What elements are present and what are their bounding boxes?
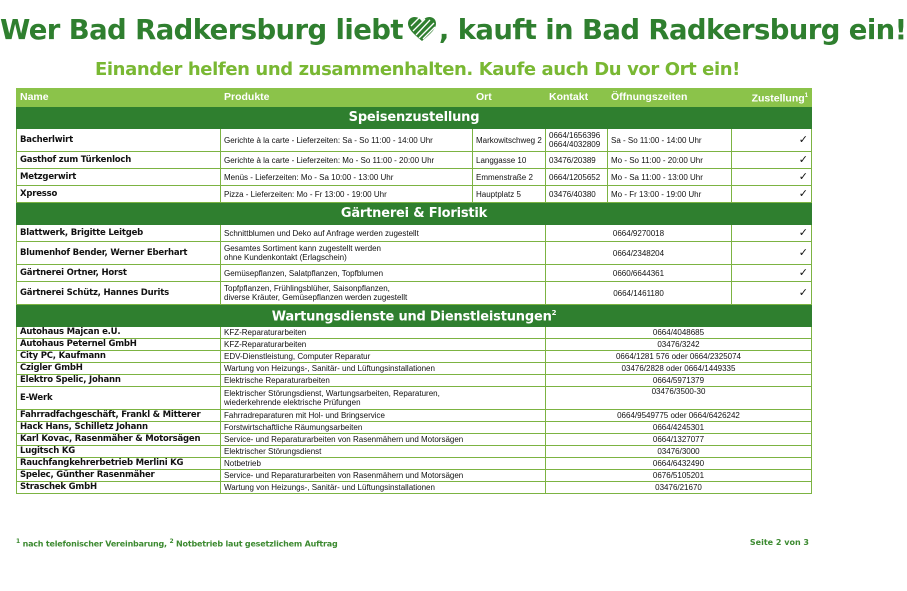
check-icon: ✓ [732, 282, 812, 305]
cell-name: Spelec, Günther Rasenmäher [17, 470, 221, 482]
check-icon: ✓ [732, 186, 812, 203]
table-row [17, 482, 812, 494]
cell-produkte: KFZ-Reparaturarbeiten [221, 339, 546, 351]
cell-kontakt: 0664/2348204 [546, 242, 732, 265]
table-row [17, 458, 812, 470]
cell-kontakt: 0664/9270018 [546, 225, 732, 242]
cell-produkte: Notbetrieb [221, 458, 546, 470]
cell-kontakt: 0664/9549775 oder 0664/6426242 [546, 410, 812, 422]
cell-produkte: Schnittblumen und Deko auf Anfrage werden zugestellt [221, 225, 546, 242]
business-table [16, 88, 812, 494]
section-title: Wartungsdienste und Dienstleistungen$^2$ [17, 305, 812, 327]
table-row [17, 470, 812, 482]
table-row [17, 387, 812, 410]
cell-name: Gärtnerei Schütz, Hannes Durits [17, 282, 221, 305]
cell-produkte: Fahrradreparaturen mit Hol- und Bringservice [221, 410, 546, 422]
cell-kontakt: 0664/1281 576 oder 0664/2325074 [546, 351, 812, 363]
section-title: Gärtnerei & Floristik [17, 203, 812, 225]
title-part-2: , kauft in Bad Radkersburg ein! [438, 14, 907, 46]
check-icon: ✓ [732, 265, 812, 282]
cell-kontakt: 03476/3500-30 [546, 387, 812, 410]
cell-name: City PC, Kaufmann [17, 351, 221, 363]
cell-name: Metzgerwirt [17, 169, 221, 186]
table-row [17, 129, 812, 152]
cell-produkte: Gemüsepflanzen, Salatpflanzen, Topfblumen [221, 265, 546, 282]
cell-name: Blattwerk, Brigitte Leitgeb [17, 225, 221, 242]
col-produkte: Produkte [221, 89, 473, 107]
section-title: Speisenzustellung [17, 107, 812, 129]
cell-kontakt: 03476/40380 [546, 186, 608, 203]
table-row [17, 225, 812, 242]
cell-ort: Langgasse 10 [473, 152, 546, 169]
cell-produkte: Service- und Reparaturarbeiten von Rasenmähern und Motorsägen [221, 470, 546, 482]
cell-produkte: Menüs - Lieferzeiten: Mo - Sa 10:00 - 13:00 Uhr [221, 169, 473, 186]
table-row [17, 242, 812, 265]
cell-name: E-Werk [17, 387, 221, 410]
cell-name: Czigler GmbH [17, 363, 221, 375]
col-name: Name [17, 89, 221, 107]
section-header-wartungsdienste [17, 305, 812, 327]
page-number: Seite 2 von 3 [749, 538, 809, 547]
table-row [17, 327, 812, 339]
cell-name: Gärtnerei Ortner, Horst [17, 265, 221, 282]
cell-kontakt: 0664/1656396 0664/4032809 [546, 129, 608, 152]
page-subtitle: Einander helfen und zusammenhalten. Kaufe auch Du vor Ort ein! [95, 59, 740, 80]
table-row [17, 434, 812, 446]
cell-name: Hack Hans, Schilletz Johann [17, 422, 221, 434]
table-row [17, 410, 812, 422]
check-icon: ✓ [732, 129, 812, 152]
cell-produkte: Gerichte à la carte - Lieferzeiten: Sa - So 11:00 - 14:00 Uhr [221, 129, 473, 152]
cell-ort: Hauptplatz 5 [473, 186, 546, 203]
cell-produkte: Gerichte à la carte - Lieferzeiten: Mo - So 11:00 - 20:00 Uhr [221, 152, 473, 169]
check-icon: ✓ [732, 152, 812, 169]
cell-produkte: Forstwirtschaftliche Räumungsarbeiten [221, 422, 546, 434]
table-row [17, 282, 812, 305]
cell-name: Lugitsch KG [17, 446, 221, 458]
title-part-1: Wer Bad Radkersburg liebt [0, 14, 403, 46]
cell-produkte: KFZ-Reparaturarbeiten [221, 327, 546, 339]
footnote: $^1$ nach telefonischer Vereinbarung, $^2$ Notbetrieb laut gesetzlichem Auftrag [16, 538, 338, 549]
cell-name: Fahrradfachgeschäft, Frankl & Mitterer [17, 410, 221, 422]
table-row [17, 446, 812, 458]
cell-kontakt: 0676/5105201 [546, 470, 812, 482]
col-oeffnungszeiten: Öffnungszeiten [608, 89, 732, 107]
cell-produkte: Gesamtes Sortiment kann zugestellt werden ohne Kundenkontakt (Erlagschein) [221, 242, 546, 265]
cell-name: Karl Kovac, Rasenmäher & Motorsägen [17, 434, 221, 446]
cell-zeiten: Mo - Sa 11:00 - 13:00 Uhr [608, 169, 732, 186]
cell-produkte: Elektrische Reparaturarbeiten [221, 375, 546, 387]
check-icon: ✓ [732, 225, 812, 242]
col-zustellung: Zustellung$^1$ [732, 89, 812, 107]
section-header-speisenzustellung [17, 107, 812, 129]
table-row [17, 265, 812, 282]
cell-produkte: EDV-Dienstleistung, Computer Reparatur [221, 351, 546, 363]
table-row [17, 339, 812, 351]
cell-kontakt: 03476/20389 [546, 152, 608, 169]
cell-kontakt: 0664/6432490 [546, 458, 812, 470]
col-kontakt: Kontakt [546, 89, 608, 107]
cell-name: Gasthof zum Türkenloch [17, 152, 221, 169]
check-icon: ✓ [732, 169, 812, 186]
heart-icon [407, 16, 437, 42]
cell-kontakt: 03476/3000 [546, 446, 812, 458]
table-row [17, 375, 812, 387]
cell-produkte: Pizza - Lieferzeiten: Mo - Fr 13:00 - 19:00 Uhr [221, 186, 473, 203]
cell-kontakt: 03476/21670 [546, 482, 812, 494]
cell-zeiten: Mo - Fr 13:00 - 19:00 Uhr [608, 186, 732, 203]
cell-name: Blumenhof Bender, Werner Eberhart [17, 242, 221, 265]
cell-name: Autohaus Peternel GmbH [17, 339, 221, 351]
cell-produkte: Topfpflanzen, Frühlingsblüher, Saisonpflanzen, diverse Kräuter, Gemüsepflanzen werden zugestellt [221, 282, 546, 305]
cell-name: Bacherlwirt [17, 129, 221, 152]
table-row [17, 422, 812, 434]
cell-produkte: Elektrischer Störungsdienst [221, 446, 546, 458]
col-ort: Ort [473, 89, 546, 107]
page-title [0, 14, 907, 46]
table-row [17, 169, 812, 186]
table-row [17, 186, 812, 203]
table-row [17, 152, 812, 169]
cell-name: Autohaus Majcan e.U. [17, 327, 221, 339]
cell-zeiten: Mo - So 11:00 - 20:00 Uhr [608, 152, 732, 169]
cell-kontakt: 0664/1327077 [546, 434, 812, 446]
cell-name: Rauchfangkehrerbetrieb Merlini KG [17, 458, 221, 470]
cell-kontakt: 0660/6644361 [546, 265, 732, 282]
cell-kontakt: 0664/1461180 [546, 282, 732, 305]
cell-kontakt: 0664/1205652 [546, 169, 608, 186]
cell-kontakt: 0664/4048685 [546, 327, 812, 339]
table-row [17, 363, 812, 375]
check-icon: ✓ [732, 242, 812, 265]
table-header-row [17, 89, 812, 107]
cell-produkte: Elektrischer Störungsdienst, Wartungsarbeiten, Reparaturen, wiederkehrende elektrische Prüfungen [221, 387, 546, 410]
cell-ort: Markowitschweg 2 [473, 129, 546, 152]
cell-name: Xpresso [17, 186, 221, 203]
cell-produkte: Wartung von Heizungs-, Sanitär- und Lüftungsinstallationen [221, 482, 546, 494]
cell-kontakt: 0664/4245301 [546, 422, 812, 434]
cell-produkte: Wartung von Heizungs-, Sanitär- und Lüftungsinstallationen [221, 363, 546, 375]
cell-name: Elektro Spelic, Johann [17, 375, 221, 387]
cell-produkte: Service- und Reparaturarbeiten von Rasenmähern und Motorsägen [221, 434, 546, 446]
cell-zeiten: Sa - So 11:00 - 14:00 Uhr [608, 129, 732, 152]
cell-kontakt: 0664/5971379 [546, 375, 812, 387]
section-header-gaertnerei [17, 203, 812, 225]
table-row [17, 351, 812, 363]
cell-kontakt: 03476/3242 [546, 339, 812, 351]
cell-name: Straschek GmbH [17, 482, 221, 494]
cell-ort: Emmenstraße 2 [473, 169, 546, 186]
cell-kontakt: 03476/2828 oder 0664/1449335 [546, 363, 812, 375]
